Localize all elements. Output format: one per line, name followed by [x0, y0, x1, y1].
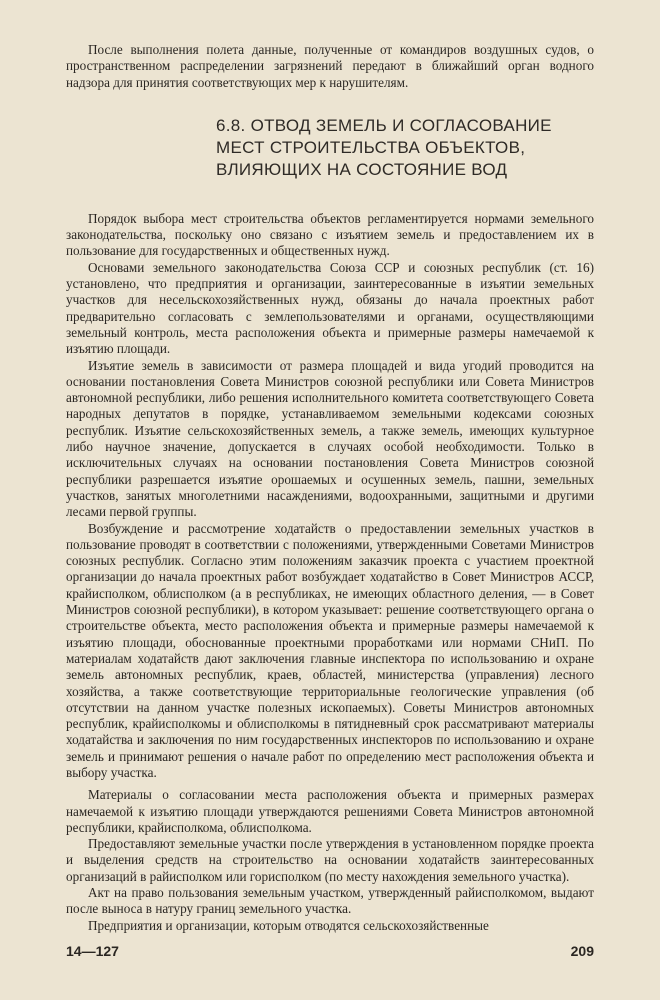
text-column [66, 42, 594, 934]
section-heading-line: МЕСТ СТРОИТЕЛЬСТВА ОБЪЕКТОВ, [216, 137, 526, 157]
body-paragraph: Изъятие земель в зависимости от размера площадей и вида угодий проводится на основании постановления Совета Министров союзной республики или Совета Министров автономной республики, либо решения исполнительного комитета соответствующего Совета народных депутатов в порядке, устанавливаемом земельными кодексами союзных республик. Изъятие сельскохозяйственных земель, а также земель, имеющих культурное либо научное значение, допускается в случаях особой необходимости. Только в исключительных случаях на основании постановления Совета Министров союзной республики разрешается изъятие орошаемых и осушенных земель, пашни, земельных участков, занятых многолетними насаждениями, водоохранными, защитными и другими лесами первой группы. [66, 357, 594, 520]
body-paragraph: Предприятия и организации, которым отводятся сельскохозяйственные [88, 917, 489, 933]
printer-signature: 14—127 [66, 943, 119, 959]
page-footer [66, 943, 594, 959]
section-heading [216, 115, 594, 181]
body-paragraph: Акт на право пользования земельным участком, утвержденный райисполкомом, выдают после выноса в натуру границ земельного участка. [66, 885, 594, 917]
body-paragraph: Возбуждение и рассмотрение ходатайств о предоставлении земельных участков в пользование проводят в соответствии с положениями, утвержденными Советами Министров союзных республик. Согласно этим положениям заказчик проекта с участием проектной организации до начала проектных работ возбуждает ходатайство в Совет Министров АССР, крайисполком, облисполком (а в республиках, не имеющих областного деления, — в Совет Министров союзной республики), в котором указывает: решение соответствующего органа о строительстве объекта, место расположения объекта и примерные размеры намечаемой к изъятию площади, обоснованные проектными проработками или нормами СНиП. По материалам ходатайств дают заключения главные инспектора по использованию и охране земель автономных республик, краев, областей, министерства (управления) лесного хозяйства, а также соответствующие территориальные геологические управления (об отсутствии на данном участке полезных ископаемых). Советы Министров автономных республик, крайисполкомы и облисполкомы в пятидневный срок рассматривают материалы ходатайства и заключения по ним государственных инспекторов по использованию и охране земель и принимают решения о начале работ по определению мест расположения объекта и выбору участка. [66, 520, 594, 780]
section-heading-line: 6.8. ОТВОД ЗЕМЕЛЬ И СОГЛАСОВАНИЕ [216, 115, 552, 135]
body-paragraph: Основами земельного законодательства Союза ССР и союзных республик (ст. 16) установлено, что предприятия и организации, заинтересованные в изъятии земельных участков для несельскохозяйственных нужд, обязаны до начала проектных работ предварительно согласовать с землепользователями и органами, осуществляющими земельный контроль, места расположения объекта и примерные размеры намечаемой к изъятию площади. [66, 259, 594, 357]
body-paragraph: Порядок выбора мест строительства объектов регламентируется нормами земельного законодательства, поскольку оно связано с изъятием земель и предоставлением их в пользование для государственных и общественных нужд. [66, 210, 594, 259]
intro-paragraph: После выполнения полета данные, полученные от командиров воздушных судов, о пространственном распределении загрязнений передают в ближайший орган водного надзора для принятия соответствующих мер к нарушителям. [66, 42, 594, 90]
body-paragraph: Материалы о согласовании места расположения объекта и примерных размерах намечаемой к изъятию площади утверждаются решениями Совета Министров автономной республики, крайисполкома, облисполкома. [66, 787, 594, 835]
body-paragraph: Предоставляют земельные участки после утверждения в установленном порядке проекта и выделения средств на строительство на основании ходатайств заинтересованных организаций в райисполком или горисполком (по месту нахождения земельного участка). [66, 836, 594, 884]
page-number: 209 [570, 943, 594, 959]
section-heading-line: ВЛИЯЮЩИХ НА СОСТОЯНИЕ ВОД [216, 159, 508, 179]
